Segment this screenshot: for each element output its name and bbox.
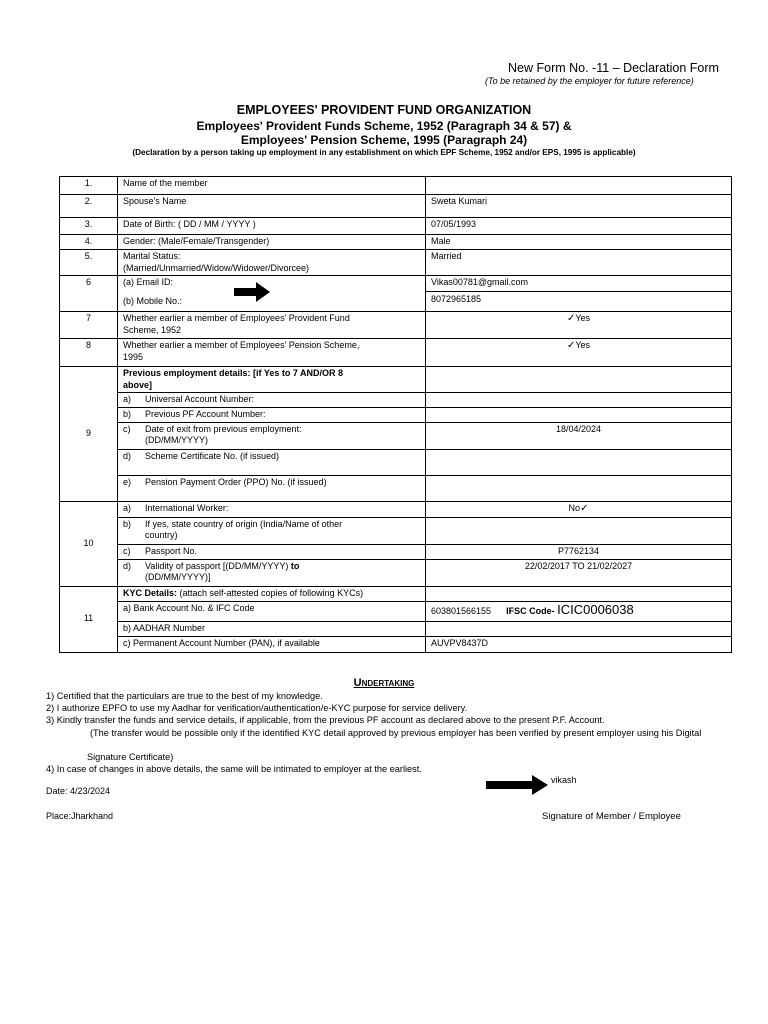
marital-status-label [118,250,426,276]
table-row [60,422,732,449]
right-arrow-icon [234,282,270,302]
ifsc-value: ICIC0006038 [557,602,634,618]
declaration-table [59,176,732,653]
table-row [60,559,732,586]
intl-worker-text: International Worker: [145,502,229,513]
marital-status-value: Married [426,250,732,276]
bank-account-label: a) Bank Account No. & IFC Code [118,601,426,621]
passport-validity-label [118,559,426,586]
date-label: Date: 4/23/2024 [46,786,111,796]
prev-employment-heading-line1: Previous employment details: [if Yes to 7 AND/OR 8 [123,368,344,378]
prev-employment-heading-line2: above] [123,379,153,390]
table-row [60,501,732,517]
kyc-heading [118,586,426,601]
check-icon: ✓ [580,502,589,514]
exit-date-text: Date of exit from previous employment: [145,423,302,434]
signature-label: Signature of Member / Employee [542,811,681,822]
dob-label: Date of Birth: ( DD / MM / YYYY ) [118,218,426,235]
intl-worker-value [426,501,732,517]
scheme-cert-text: Scheme Certificate No. (if issued) [145,450,280,461]
retain-note: (To be retained by the employer for future reference) [485,76,694,86]
contact-label [118,276,426,312]
gender-label: Gender: (Male/Female/Transgender) [118,235,426,250]
uan-text: Universal Account Number: [145,394,255,404]
table-row [60,393,732,408]
bank-account-value [426,601,732,621]
row-number: 9 [60,367,118,502]
right-arrow-icon [486,775,548,795]
prev-pf-text: Previous PF Account Number: [145,408,266,419]
scheme-line-1: Employees' Provident Funds Scheme, 1952 (Paragraph 34 & 57) & [196,119,572,133]
table-row [60,636,732,652]
intl-worker-answer: No [568,502,581,513]
prev-employment-heading [118,367,426,393]
country-origin-line1: If yes, state country of origin (India/Name of other [145,518,343,529]
pan-label: c) Permanent Account Number (PAN), if available [118,636,426,652]
item-letter: a) [123,394,132,404]
epf-label-line1: Whether earlier a member of Employees' Provident Fund [123,313,350,323]
table-row [60,544,732,559]
undertaking-point-2: 2) I authorize EPFO to use my Aadhar for verification/authentication/e-KYC purpose for service delivery. [46,703,468,713]
table-row [60,218,732,235]
exit-date-format: (DD/MM/YYYY) [145,435,208,445]
pan-value: AUVPV8437D [426,636,732,652]
scheme-cert-value [426,449,732,475]
epf-member-answer: Yes [575,313,591,323]
scheme-line-2: Employees' Pension Scheme, 1995 (Paragraph 24) [240,133,528,147]
validity-line2: (DD/MM/YYYY)] [145,572,211,582]
undertaking-point-3: 3) Kindly transfer the funds and service details, if applicable, from the previous PF account as declared above to the present P.F. Account. [46,715,605,725]
ppo-value [426,475,732,501]
ppo-text: Pension Payment Order (PPO) No. (if issued) [145,476,327,487]
account-number: 603801566155 [431,606,492,617]
row-number: 4. [60,235,118,250]
epf-member-label [118,312,426,339]
marital-label-line1: Marital Status: [123,251,181,261]
eps-member-answer: Yes [575,340,591,350]
item-letter: b) [123,518,132,529]
mobile-label: (b) Mobile No.: [123,295,183,306]
row-number: 3. [60,218,118,235]
table-row [60,621,732,636]
row-number: 2. [60,195,118,218]
passport-text: Passport No. [145,545,198,556]
marital-label-line2: (Married/Unmarried/Widow/Widower/Divorcee) [123,262,310,273]
prev-pf-value [426,407,732,422]
table-row [60,276,732,312]
prev-employment-blank [426,367,732,393]
row-number: 11 [60,586,118,652]
validity-to: to [290,560,300,571]
member-name-value [426,177,732,195]
exit-date-value: 18/04/2024 [426,422,732,449]
row-number: 5. [60,250,118,276]
passport-label [118,544,426,559]
table-row [60,586,732,601]
eps-member-value [426,339,732,367]
table-row [60,250,732,276]
eps-label-line1: Whether earlier a member of Employees' Pension Scheme, [123,340,360,350]
table-row [60,407,732,422]
table-row [60,449,732,475]
check-icon: ✓ [566,313,576,324]
item-letter: d) [123,450,132,461]
table-row [60,177,732,195]
signature-name: vikash [551,775,577,785]
eps-label-line2: 1995 [123,351,144,362]
table-row [60,517,732,544]
item-letter: d) [123,560,132,571]
dob-value: 07/05/1993 [426,218,732,235]
row-number: 8 [60,339,118,367]
ifsc-label: IFSC Code- [506,606,555,617]
prev-pf-label [118,407,426,422]
member-name-label: Name of the member [118,177,426,195]
validity-line1: Validity of passport [(DD/MM/YYYY) [145,560,289,571]
email-label: (a) Email ID: [123,277,174,287]
org-title: EMPLOYEES' PROVIDENT FUND ORGANIZATION [236,103,532,117]
mobile-value: 8072965185 [431,294,482,304]
row-number: 7 [60,312,118,339]
form-number: New Form No. -11 – Declaration Form [508,61,719,75]
table-row [60,475,732,501]
undertaking-point-3-note-end: Signature Certificate) [87,752,174,762]
row-number: 6 [60,276,118,312]
scheme-cert-label [118,449,426,475]
item-letter: e) [123,476,132,487]
passport-value: P7762134 [426,544,732,559]
undertaking-title: Undertaking [353,677,415,689]
ppo-label [118,475,426,501]
place-label: Place:Jharkhand [46,811,114,821]
eps-member-label [118,339,426,367]
table-row [60,312,732,339]
item-letter: c) [123,423,131,434]
aadhar-value [426,621,732,636]
country-origin-value [426,517,732,544]
gender-value: Male [426,235,732,250]
kyc-blank [426,586,732,601]
row-number: 1. [60,177,118,195]
spouse-name-label: Spouse's Name [118,195,426,218]
uan-label [118,393,426,408]
item-letter: b) [123,408,132,419]
aadhar-label: b) AADHAR Number [118,621,426,636]
epf-label-line2: Scheme, 1952 [123,324,182,335]
kyc-heading-bold: KYC Details: [123,587,178,598]
exit-date-label [118,422,426,449]
undertaking-point-4: 4) In case of changes in above details, the same will be intimated to employer at the earliest. [46,764,422,774]
email-value: Vikas00781@gmail.com [426,276,731,292]
table-row [60,235,732,250]
kyc-heading-note: (attach self-attested copies of following KYCs) [177,587,364,598]
country-origin-label [118,517,426,544]
epf-member-value [426,312,732,339]
item-letter: c) [123,545,131,556]
table-row [60,195,732,218]
contact-values [426,276,732,312]
undertaking-point-1: 1) Certified that the particulars are true to the best of my knowledge. [46,691,323,701]
declaration-note: (Declaration by a person taking up employment in any establishment on which EPF Scheme, 1952 and/or EPS, 1995 is applicable) [132,148,636,157]
passport-validity-value: 22/02/2017 TO 21/02/2027 [426,559,732,586]
country-origin-line2: country) [145,530,178,540]
table-row [60,339,732,367]
table-row [60,367,732,393]
spouse-name-value: Sweta Kumari [426,195,732,218]
row-number: 10 [60,501,118,586]
check-icon: ✓ [566,340,576,351]
table-row [60,601,732,621]
uan-value [426,393,732,408]
item-letter: a) [123,502,132,513]
intl-worker-label [118,501,426,517]
undertaking-point-3-note: (The transfer would be possible only if the identified KYC detail approved by previous employer has been verified by present employer using his Digital [90,728,702,738]
